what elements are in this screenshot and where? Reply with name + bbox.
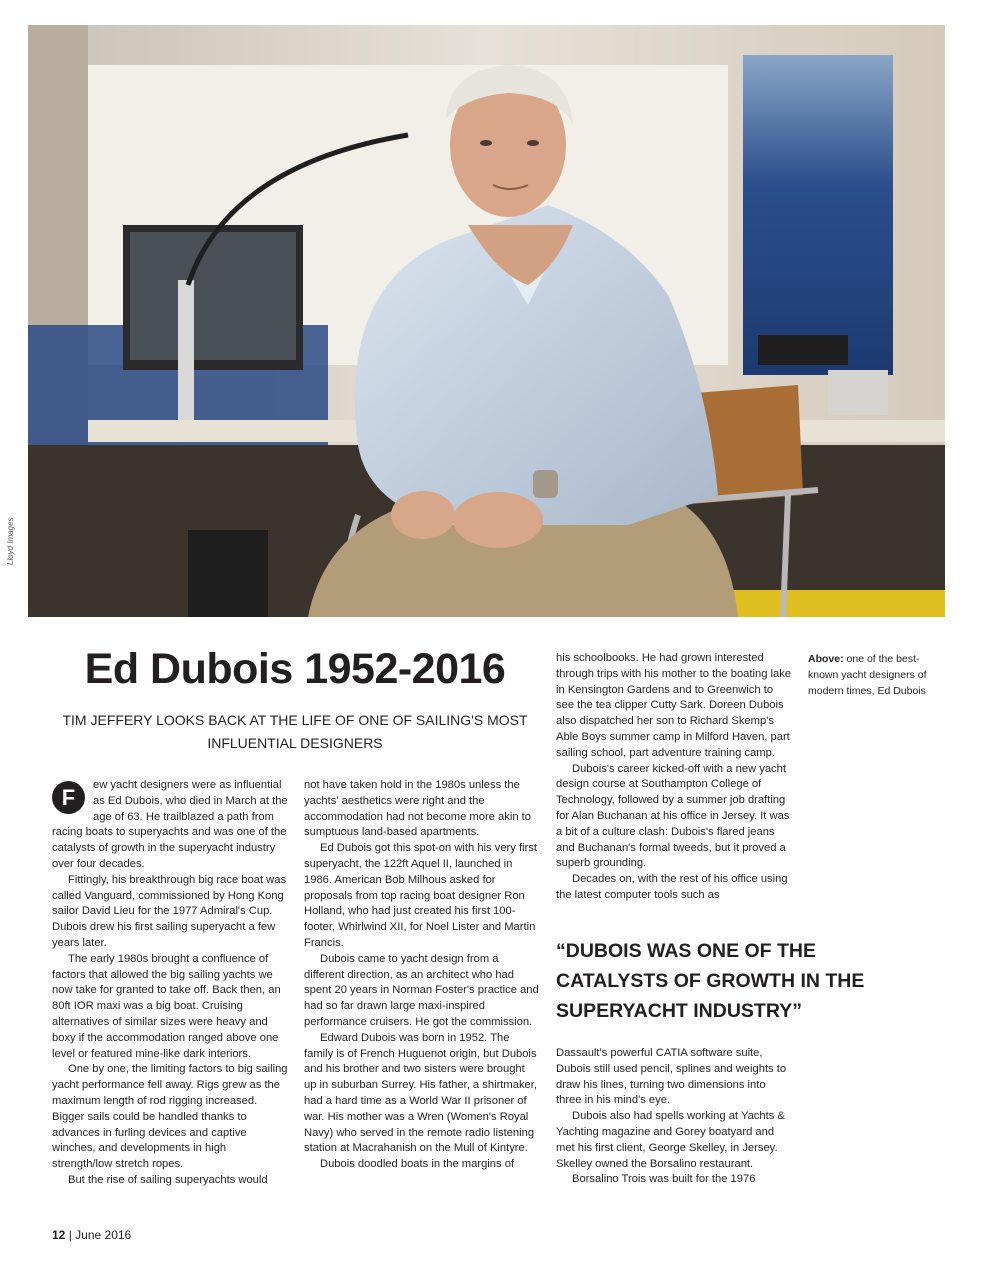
body-paragraph: [52, 778, 288, 873]
body-paragraph: Ed Dubois got this spot-on with his very first superyacht, the 122ft Aquel II, launched in 1986. American Bob Milhous asked for proposals from top racing boat designer Ron Holland, who had just created his first 100-footer, Whirlwind XII, for Noel Lister and Martin Francis.: [304, 842, 538, 949]
body-paragraph: Decades on, with the rest of his office using the latest computer tools such as: [556, 873, 788, 901]
paragraph-text: ew yacht designers were as influential as Ed Dubois, who died in March at the age of 63. He trailblazed a path from racing boats to superyachts and was one of the catalysts of growth in the superyacht industry over four decades.: [52, 779, 288, 870]
body-paragraph: his schoolbooks. He had grown interested through trips with his mother to the boating lake in Kensington Gardens and to Greenwich to see the tea clipper Cutty Sark. Doreen Dubois also dispatched her son to Richard Skemp's Able Boys summer camp in Milford Haven, part sailing school, part adventure training camp.: [556, 652, 792, 759]
pull-quote: “DUBOIS WAS ONE OF THE CATALYSTS OF GROWTH IN THE SUPERYACHT INDUSTRY”: [556, 940, 865, 1022]
body-paragraph: Dassault's powerful CATIA software suite, Dubois still used pencil, splines and weights to draw his lines, turning two dimensions into three in his mind's eye.: [556, 1047, 787, 1107]
body-paragraph: Dubois doodled boats in the margins of: [320, 1158, 515, 1171]
issue-date: June 2016: [75, 1228, 132, 1242]
hero-photo: [28, 25, 945, 617]
portrait-image: [28, 25, 945, 617]
body-paragraph: Edward Dubois was born in 1952. The family is of French Huguenot origin, but Dubois and his brother and two sisters were brought up in suburban Surrey. His father, a shirtmaker, had a hard time as a World War II prisoner of war. His mother was a Wren (Women's Royal Navy) who served in the remote radio listening station at Macrahanish on the Mull of Kintyre.: [304, 1031, 537, 1155]
body-column-3-continued: [556, 1046, 792, 1188]
body-paragraph: Dubois came to yacht design from a different direction, as an architect who had spent 20 years in Norman Foster's practice and had so far drawn large maxi-inspired performance cruisers. He got the commission.: [304, 952, 539, 1028]
body-paragraph: Fittingly, his breakthrough big race boat was called Vanguard, commissioned by Hong Kong sailor David Lieu for the 1977 Admiral's Cup. Dubois drew his first sailing superyacht a few years later.: [52, 873, 287, 949]
body-paragraph: But the rise of sailing superyachts would: [68, 1173, 268, 1186]
article-standfirst: TIM JEFFERY LOOKS BACK AT THE LIFE OF ONE OF SAILING'S MOST INFLUENTIAL DESIGNERS: [62, 712, 528, 751]
page-footer: [52, 1228, 131, 1242]
photo-credit: Lloyd Images: [6, 517, 15, 565]
drop-cap: F: [52, 781, 85, 814]
body-column-1: [52, 778, 288, 1189]
body-column-2: [304, 778, 540, 1173]
body-paragraph: The early 1980s brought a confluence of factors that allowed the big sailing yachts we now take for granted to take off. Back then, an 80ft IOR maxi was a big boat. Cruising alternatives of similar sizes were heavy and boxy if the accommodation ranged above one level or featured mine-like dark interiors.: [52, 952, 281, 1060]
photo-caption: [808, 651, 928, 699]
body-paragraph: Dubois also had spells working at Yachts & Yachting magazine and Gorey boatyard and met his first client, George Skelley, in Jersey. Skelley owned the Borsalino restaurant.: [556, 1110, 785, 1170]
page-number: 12: [52, 1228, 66, 1242]
body-paragraph: not have taken hold in the 1980s unless the yachts' aesthetics were right and the accommodation had not become more akin to sumptuous land-based apartments.: [304, 779, 531, 839]
body-paragraph: One by one, the limiting factors to big sailing yacht performance fell away. Rigs grew as the maximum length of rod rigging increased. Bigger sails could be handled thanks to advances in furling devices and captive winches, and developments in high strength/low stretch ropes.: [52, 1063, 288, 1171]
body-column-3: [556, 651, 792, 904]
body-paragraph: Dubois's career kicked-off with a new yacht design course at Southampton College of Technology, followed by a summer job drafting for Alan Buchanan at his office in Jersey. It was a bit of a culture clash: Dubois's flared jeans and Buchanan's formal tweeds, but it proved a superb grounding.: [556, 762, 790, 870]
caption-text: one of the best-known yacht designers of modern times, Ed Dubois: [808, 653, 927, 697]
article-title: Ed Dubois 1952-2016: [84, 645, 506, 693]
caption-label: Above:: [808, 653, 844, 665]
footer-separator: |: [68, 1228, 72, 1242]
body-paragraph: Borsalino Trois was built for the 1976: [572, 1173, 756, 1186]
